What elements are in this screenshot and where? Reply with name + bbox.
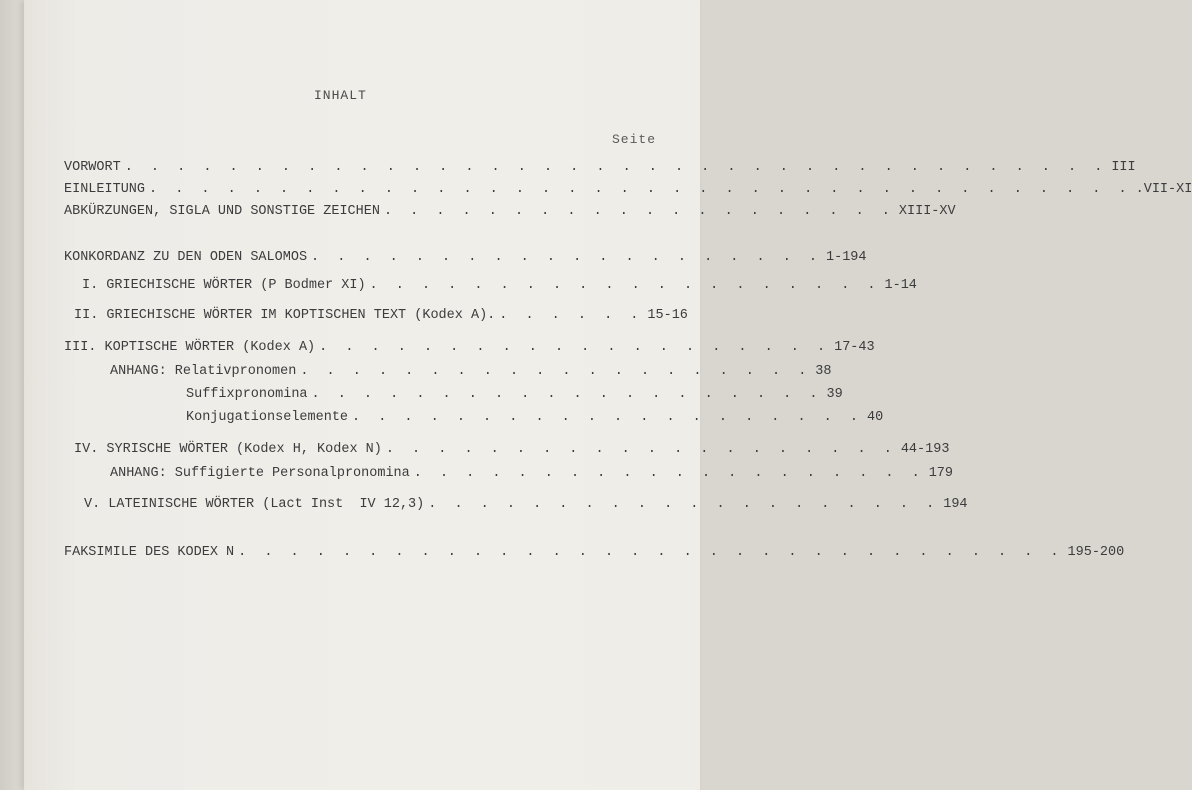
toc-entry-label: II. GRIECHISCHE WÖRTER IM KOPTISCHEN TEXT (Kodex A). bbox=[74, 308, 496, 323]
toc-entry bbox=[64, 340, 875, 355]
toc-entry-label: IV. SYRISCHE WÖRTER (Kodex H, Kodex N) bbox=[74, 442, 382, 457]
toc-entry-page: 40 bbox=[866, 410, 884, 425]
toc-entry-label: Suffixpronomina bbox=[186, 387, 308, 402]
adjacent-page-edge bbox=[0, 0, 24, 790]
leader-dots: . . . . . . . . . . . . . . . . . . . . bbox=[319, 340, 831, 355]
leader-dots: . . . . . . . . . . . . . . . . . . . . bbox=[300, 364, 812, 379]
leader-dots: . . . . . . . . . . . . . . . . . . . . bbox=[383, 204, 895, 219]
leader-dots: . . . . . . . . . . . . . . . . . . . . bbox=[311, 387, 823, 402]
toc-entry-label: FAKSIMILE DES KODEX N bbox=[64, 545, 235, 560]
toc-entry-label: ABKÜRZUNGEN, SIGLA UND SONSTIGE ZEICHEN bbox=[64, 204, 380, 219]
toc-entry bbox=[84, 497, 968, 512]
toc-entry bbox=[186, 410, 884, 425]
leader-dots: . . . . . . . . . . . . . . . . . . . . bbox=[311, 250, 822, 265]
toc-entry-page: 179 bbox=[928, 466, 954, 481]
toc-entry bbox=[64, 204, 956, 219]
leader-dots: . . . . . . . . . . . . . . . . . . . . bbox=[369, 278, 881, 293]
book-page bbox=[24, 0, 1192, 790]
leader-dots: . . . . . . . . . . . . . . . . . . . . bbox=[352, 410, 863, 425]
toc-entry-page: 1-194 bbox=[826, 250, 867, 265]
toc-entry-page: 195-200 bbox=[1067, 545, 1125, 560]
toc-entry-label: VORWORT bbox=[64, 160, 121, 175]
toc-entry bbox=[74, 442, 950, 457]
toc-entry bbox=[64, 182, 1192, 197]
toc-entry-page: 15-16 bbox=[647, 308, 688, 323]
toc-entry bbox=[74, 308, 688, 323]
leader-dots: . . . . . . . . . . . . . . . . . . . . . . . . . . . . . . . . . . . . . . bbox=[149, 182, 1132, 197]
toc-entry-label: KONKORDANZ ZU DEN ODEN SALOMOS bbox=[64, 250, 308, 265]
toc-entry bbox=[110, 364, 832, 379]
leader-dots: . . . . . . . . . . . . . . . . . . . . bbox=[428, 497, 940, 512]
toc-entry-page: 1-14 bbox=[884, 278, 917, 293]
page-column-header: Seite bbox=[612, 132, 657, 147]
toc-entry-label: ANHANG: Relativpronomen bbox=[110, 364, 297, 379]
toc-entry bbox=[186, 387, 843, 402]
toc-entry-page: III bbox=[1111, 160, 1136, 175]
leader-dots: . . . . . . . . . . . . . . . . . . . . . . . . . . . . . . . . . . . . . . bbox=[124, 160, 1108, 175]
leader-dots: . . . . . . . . . . . . . . . . . . . . bbox=[413, 466, 925, 481]
toc-entry bbox=[82, 278, 917, 293]
toc-entry-page: 44-193 bbox=[900, 442, 950, 457]
leader-dots: . . . . . . . . . . . . . . . . . . . . bbox=[385, 442, 897, 457]
toc-entry-page: 17-43 bbox=[834, 340, 875, 355]
toc-entry-page: .VII-XI bbox=[1135, 182, 1192, 197]
toc-entry-label: ANHANG: Suffigierte Personalpronomina bbox=[110, 466, 410, 481]
toc-entry bbox=[64, 160, 1136, 175]
toc-entry bbox=[64, 545, 1125, 560]
toc-entry-label: III. KOPTISCHE WÖRTER (Kodex A) bbox=[64, 340, 316, 355]
toc-entry-page: 194 bbox=[943, 497, 968, 512]
page-title: INHALT bbox=[314, 88, 367, 103]
toc-entry bbox=[64, 250, 867, 265]
toc-entry bbox=[110, 466, 954, 481]
toc-entry-page: XIII-XV bbox=[898, 204, 956, 219]
toc-entry-label: V. LATEINISCHE WÖRTER (Lact Inst IV 12,3) bbox=[84, 497, 425, 512]
toc-entry-page: 39 bbox=[826, 387, 843, 402]
toc-entry-label: EINLEITUNG bbox=[64, 182, 146, 197]
leader-dots: . . . . . . bbox=[499, 308, 644, 323]
toc-entry-label: Konjugationselemente bbox=[186, 410, 349, 425]
leader-dots: . . . . . . . . . . . . . . . . . . . . . . . . . . . . . . . . bbox=[238, 545, 1064, 560]
toc-entry-label: I. GRIECHISCHE WÖRTER (P Bodmer XI) bbox=[82, 278, 366, 293]
toc-entry-page: 38 bbox=[815, 364, 832, 379]
